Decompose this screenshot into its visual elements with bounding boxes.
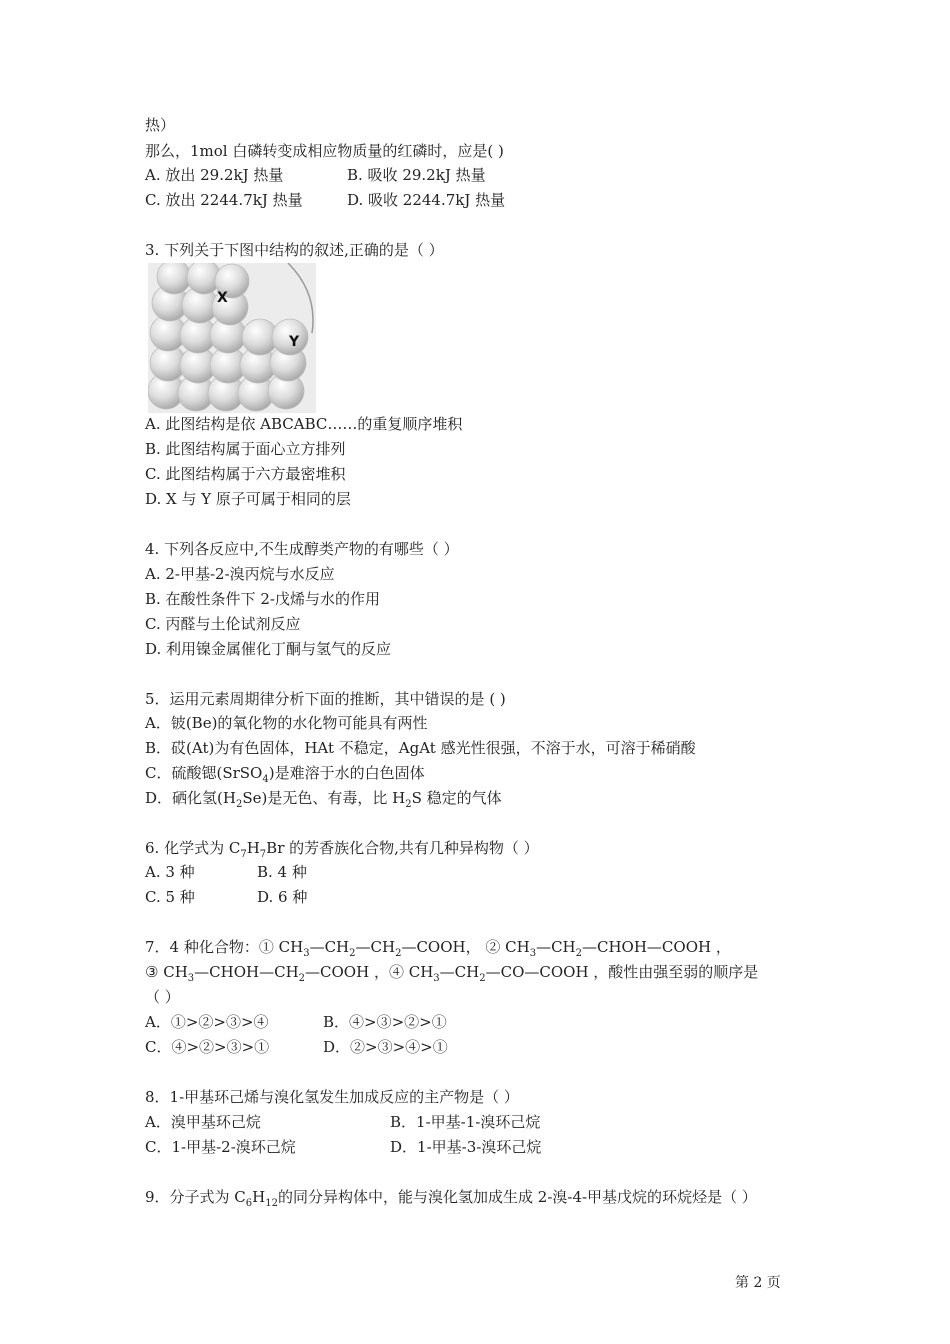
option-4b: B. 在酸性条件下 2-戊烯与水的作用 bbox=[145, 590, 380, 608]
option-4a: A. 2-甲基-2-溴丙烷与水反应 bbox=[145, 565, 335, 583]
option-7a: A．①>②>③>④ bbox=[145, 1013, 269, 1031]
option-6b: B. 4 种 bbox=[257, 863, 307, 881]
option-7c: C．④>②>③>① bbox=[145, 1038, 270, 1056]
question-3-stem: 3. 下列关于下图中结构的叙述,正确的是（ ） bbox=[145, 241, 444, 259]
sphere-packing-illustration bbox=[148, 263, 316, 413]
option-5d: D．硒化氢$(H_2Se)$是无色、有毒，比 $H_2S$ 稳定的气体 bbox=[145, 789, 502, 810]
close-packing-figure bbox=[148, 263, 316, 413]
option-4d: D. 利用镍金属催化丁酮与氢气的反应 bbox=[145, 640, 392, 658]
option-8c: C．1-甲基-2-溴环己烷 bbox=[145, 1138, 296, 1156]
option-3c: C. 此图结构属于六方最密堆积 bbox=[145, 465, 346, 483]
label-y: Y bbox=[289, 334, 300, 350]
question-7-line-2: ③ $CH_3—CHOH—CH_2—COOH$ ，④ $CH_3—CH_2—CO—COOH$ ，酸性由强至弱的顺序是 bbox=[145, 963, 759, 984]
option-6d: D. 6 种 bbox=[257, 888, 308, 906]
question-5-stem: 5．运用元素周期律分析下面的推断，其中错误的是 ( ) bbox=[145, 690, 506, 708]
option-3a: A. 此图结构是依 ABCABC……的重复顺序堆积 bbox=[145, 415, 463, 433]
question-7-line-1: 7．4 种化合物：① $CH_3—CH_2—CH_2—COOH$， ② $CH_3—CH_2—CHOH—COOH$ ， bbox=[145, 938, 731, 959]
question-4-stem: 4. 下列各反应中,不生成醇类产物的有哪些（ ） bbox=[145, 540, 459, 558]
option-8b: B．1-甲基-1-溴环己烷 bbox=[390, 1113, 541, 1131]
question-2-stem: 那么，1mol 白磷转变成相应物质量的红磷时，应是( ) bbox=[145, 142, 504, 160]
option-8a: A．溴甲基环己烷 bbox=[145, 1113, 261, 1131]
option-2d: D. 吸收 2244.7kJ 热量 bbox=[347, 191, 506, 209]
option-7b: B．④>③>②>① bbox=[323, 1013, 447, 1031]
question-9-stem: 9．分子式为 $C_6H_{12}$的同分异构体中，能与溴化氢加成生成 2-溴-4-甲基戊烷的环烷烃是（ ） bbox=[145, 1188, 757, 1209]
option-2a: A. 放出 29.2kJ 热量 bbox=[145, 166, 284, 184]
page-number: 第 2 页 bbox=[735, 1275, 781, 1291]
option-4c: C. 丙醛与土伦试剂反应 bbox=[145, 615, 301, 633]
option-8d: D．1-甲基-3-溴环己烷 bbox=[390, 1138, 542, 1156]
text-line: 热） bbox=[145, 116, 176, 134]
option-6a: A. 3 种 bbox=[145, 863, 195, 881]
option-3d: D. X 与 Y 原子可属于相同的层 bbox=[145, 490, 351, 508]
option-5c: C．硫酸锶(SrSO$_4$)是难溶于水的白色固体 bbox=[145, 764, 425, 785]
question-7-line-3: （ ） bbox=[145, 988, 180, 1006]
option-5a: A．铍(Be)的氧化物的水化物可能具有两性 bbox=[145, 714, 428, 732]
option-6c: C. 5 种 bbox=[145, 888, 195, 906]
option-5b: B．砹(At)为有色固体，HAt 不稳定，AgAt 感光性很强，不溶于水，可溶于稀硝酸 bbox=[145, 739, 696, 757]
option-3b: B. 此图结构属于面心立方排列 bbox=[145, 440, 346, 458]
option-7d: D．②>③>④>① bbox=[323, 1038, 448, 1056]
option-2b: B. 吸收 29.2kJ 热量 bbox=[347, 166, 486, 184]
question-6-stem: 6. 化学式为 $C_7H_7Br$ 的芳香族化合物,共有几种异构物（ ） bbox=[145, 839, 539, 860]
question-8-stem: 8．1-甲基环己烯与溴化氢发生加成反应的主产物是（ ） bbox=[145, 1088, 519, 1106]
option-2c: C. 放出 2244.7kJ 热量 bbox=[145, 191, 303, 209]
label-x: X bbox=[217, 290, 228, 306]
